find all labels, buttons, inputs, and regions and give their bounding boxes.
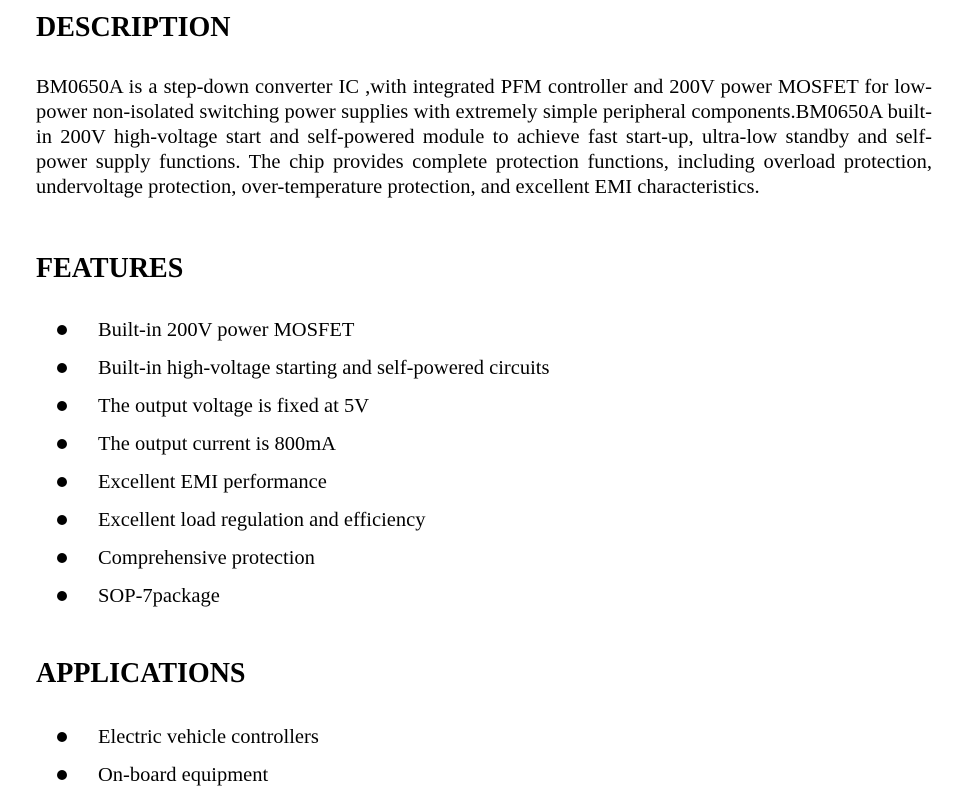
bullet-icon <box>57 363 67 373</box>
feature-text: Built-in high-voltage starting and self-powered circuits <box>98 357 550 379</box>
feature-item <box>36 582 932 620</box>
feature-item <box>36 430 932 468</box>
feature-text: Excellent load regulation and efficiency <box>98 509 426 531</box>
feature-text: Built-in 200V power MOSFET <box>98 319 355 341</box>
bullet-icon <box>57 553 67 563</box>
feature-item <box>36 506 932 544</box>
application-item <box>36 723 932 761</box>
feature-text: The output current is 800mA <box>98 433 336 455</box>
feature-text: SOP-7package <box>98 585 220 607</box>
applications-list <box>36 723 932 799</box>
feature-text: Excellent EMI performance <box>98 471 327 493</box>
bullet-icon <box>57 325 67 335</box>
bullet-icon <box>57 515 67 525</box>
bullet-icon <box>57 770 67 780</box>
feature-item <box>36 316 932 354</box>
application-item <box>36 761 932 799</box>
feature-text: Comprehensive protection <box>98 547 315 569</box>
bullet-icon <box>57 439 67 449</box>
bullet-icon <box>57 591 67 601</box>
bullet-icon <box>57 477 67 487</box>
feature-item <box>36 354 932 392</box>
features-heading: FEATURES <box>36 253 184 284</box>
application-text: Electric vehicle controllers <box>98 726 319 748</box>
description-heading: DESCRIPTION <box>36 12 231 43</box>
feature-text: The output voltage is fixed at 5V <box>98 395 369 417</box>
application-text: On-board equipment <box>98 764 269 786</box>
features-list <box>36 316 932 620</box>
applications-heading: APPLICATIONS <box>36 658 246 689</box>
feature-item <box>36 544 932 582</box>
feature-item <box>36 468 932 506</box>
description-paragraph: BM0650A is a step-down converter IC ,with integrated PFM controller and 200V power MOSFET for low-power non-isolated switching power supplies with extremely simple peripheral components.BM0650A built-in 200V high-voltage start and self-powered module to achieve fast start-up, ultra-low standby and self-power supply functions. The chip provides complete protection functions, including overload protection, undervoltage protection, over-temperature protection, and excellent EMI characteristics. <box>36 76 932 199</box>
bullet-icon <box>57 732 67 742</box>
feature-item <box>36 392 932 430</box>
bullet-icon <box>57 401 67 411</box>
